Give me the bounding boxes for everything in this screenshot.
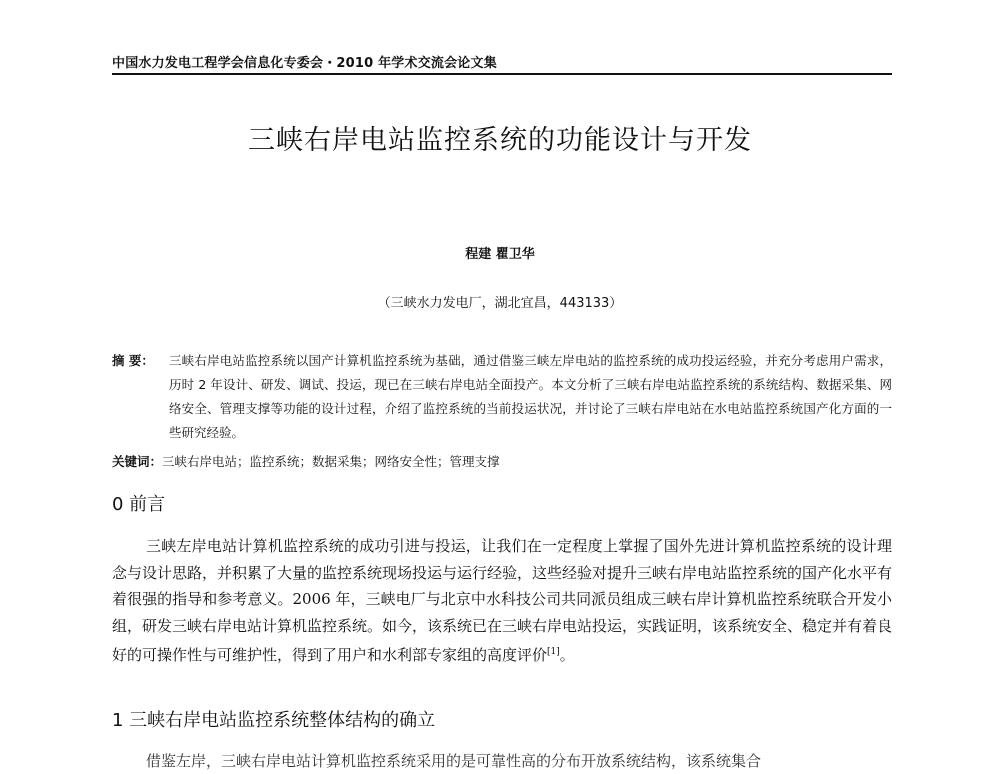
- keywords: [112, 452, 892, 470]
- section-1-first-line: 借鉴左岸，三峡右岸电站计算机监控系统采用的是可靠性高的分布开放系统结构，该系统集合: [146, 752, 762, 770]
- introduction-text: 三峡左岸电站计算机监控系统的成功引进与投运，让我们在一定程度上掌握了国外先进计算机监控系统的设计理念与设计思路，并积累了大量的监控系统现场投运与运行经验，这些经验对提升三峡右岸电站监控系统的国产化水平有着很强的指导和参考意义。2006 年，三峡电厂与北京中水科技公司共同派员组成三峡右岸计算机监控系统联合开发小组，研发三峡右岸电站计算机监控系统。如今，该系统已在三峡右岸电站投运，实践证明，该系统安全、稳定并有着良好的可操作性与可维护性，得到了用户和水利部专家组的高度评价: [112, 537, 893, 664]
- paper-title: 三峡右岸电站监控系统的功能设计与开发: [248, 125, 752, 156]
- abstract-label: 摘 要：: [112, 353, 154, 368]
- affiliation: （三峡水力发电厂，湖北宜昌，443133）: [377, 296, 623, 311]
- abstract-text: 三峡右岸电站监控系统以国产计算机监控系统为基础，通过借鉴三峡左岸电站的监控系统的成功投运经验，并充分考虑用户需求，历时 2 年设计、研发、调试、投运，现已在三峡右岸电站全面投产。本文分析了三峡右岸电站监控系统的系统结构、数据采集、网络安全、管理支撑等功能的设计过程，介绍了监控系统的当前投运状况，并讨论了三峡右岸电站在水电站监控系统国产化方面的一些研究经验。: [169, 353, 892, 440]
- section-heading-introduction: 0 前言: [112, 494, 166, 515]
- keywords-text: 三峡右岸电站；监控系统；数据采集；网络安全性；管理支撑: [162, 454, 500, 469]
- introduction-paragraph: [112, 533, 892, 669]
- authors: 程建 瞿卫华: [465, 247, 535, 262]
- citation-marker: [1]: [547, 647, 560, 657]
- abstract: [112, 349, 892, 445]
- section-heading-structure: 1 三峡右岸电站监控系统整体结构的确立: [112, 710, 436, 731]
- keywords-label: 关键词：: [112, 454, 163, 469]
- introduction-text-end: 。: [559, 646, 575, 664]
- header-rule: [112, 73, 892, 75]
- running-header: 中国水力发电工程学会信息化专委会・2010 年学术交流会论文集: [112, 56, 497, 71]
